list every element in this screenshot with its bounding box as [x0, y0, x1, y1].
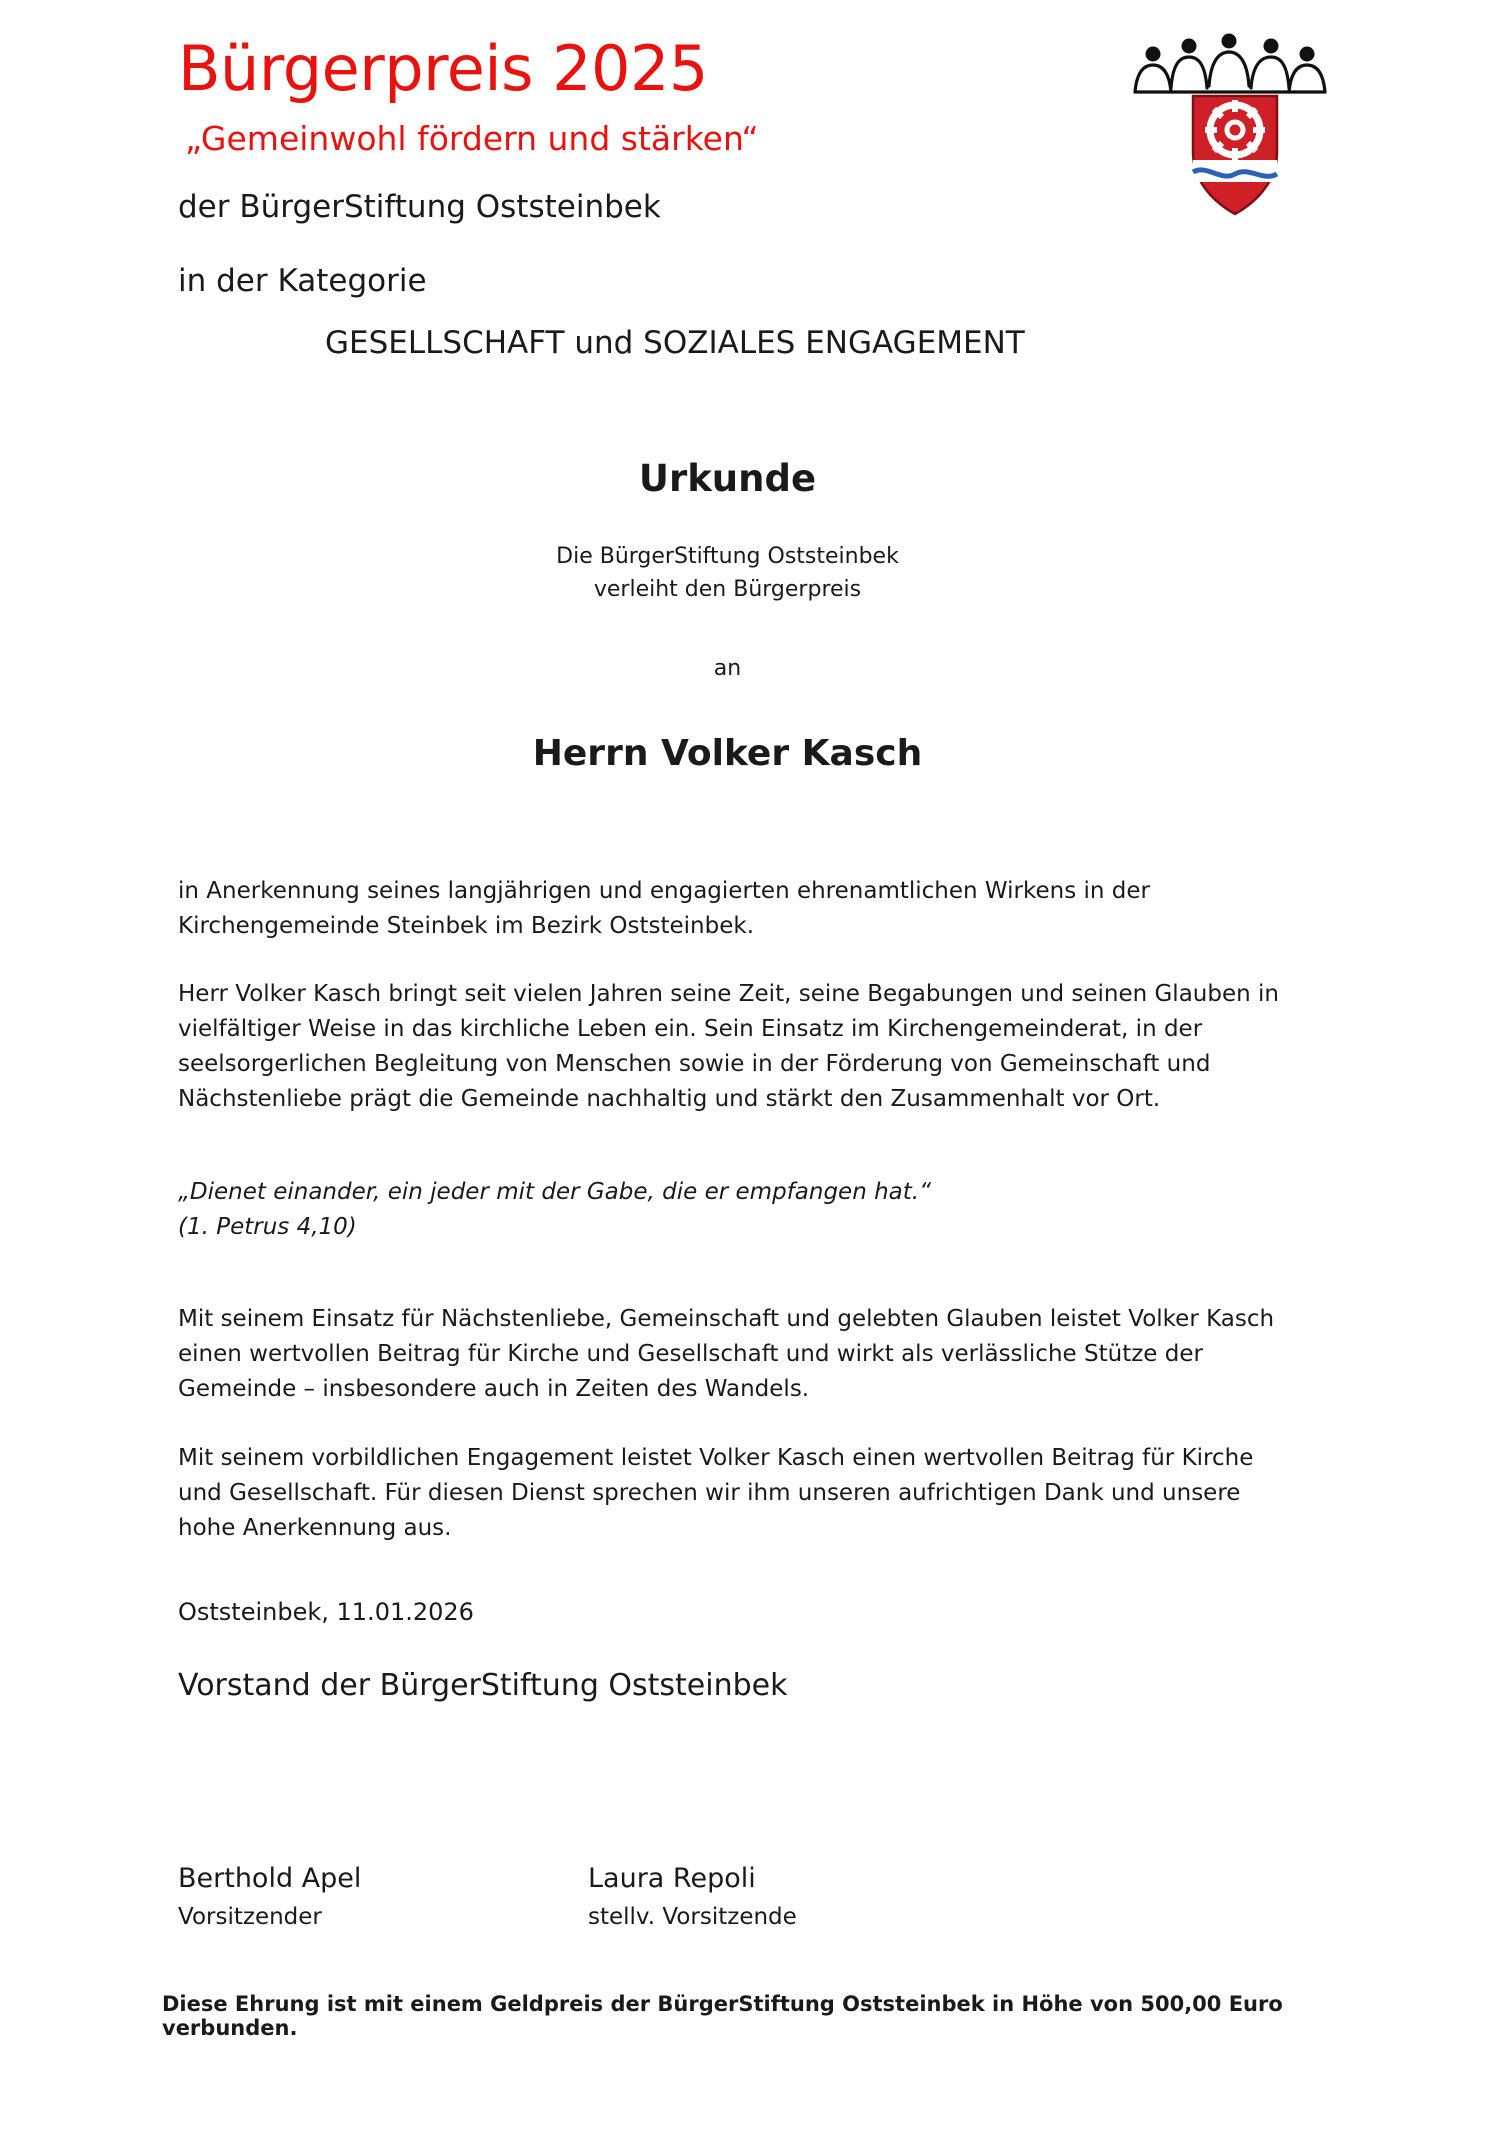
- category-name: GESELLSCHAFT und SOZIALES ENGAGEMENT: [325, 324, 1025, 361]
- document-header: [0, 0, 1500, 361]
- board-line: Vorstand der BürgerStiftung Oststeinbek: [178, 1667, 788, 1703]
- to-word: an: [713, 655, 742, 681]
- signatory-2: [588, 1863, 998, 1930]
- page-title: Bürgerpreis 2025: [178, 32, 708, 105]
- signatory-2-name: Laura Repoli: [588, 1862, 756, 1894]
- bible-quote-reference: (1. Petrus 4,10): [178, 1213, 357, 1240]
- body-paragraph-4: Mit seinem vorbildlichen Engagement leistet Volker Kasch einen wertvollen Beitrag für Kirche und Gesellschaft. Für diesen Dienst sprechen wir ihm unseren aufrichtigen Dank und unsere hohe Anerkennung aus.: [178, 1445, 1254, 1542]
- body-paragraph-1: in Anerkennung seines langjährigen und engagierten ehrenamtlichen Wirkens in der Kirchengemeinde Steinbek im Bezirk Oststeinbek.: [178, 877, 1151, 939]
- prize-note: Diese Ehrung ist mit einem Geldpreis der BürgerStiftung Oststeinbek in Höhe von 500,00 Euro verbunden.: [162, 1991, 1283, 2040]
- awarding-line-2: verleiht den Bürgerpreis: [593, 576, 862, 602]
- category-label: in der Kategorie: [178, 262, 427, 299]
- certificate-body: [162, 874, 1293, 2040]
- signatory-1: [178, 1863, 588, 1930]
- bible-quote: „Dienet einander, ein jeder mit der Gabe, die er empfangen hat.“: [178, 1179, 931, 1206]
- awarding-line-1: Die BürgerStiftung Oststeinbek: [556, 543, 899, 569]
- signatory-1-role: Vorsitzender: [178, 1903, 322, 1930]
- recipient-name: Herrn Volker Kasch: [532, 732, 923, 774]
- body-paragraph-3: Mit seinem Einsatz für Nächstenliebe, Gemeinschaft und gelebten Glauben leistet Volker Kasch einen wertvollen Beitrag für Kirche und Gesellschaft und wirkt als verlässliche Stütze der Gemeinde – insbesondere auch in Zeiten des Wandels.: [178, 1306, 1275, 1403]
- body-paragraph-2: Herr Volker Kasch bringt seit vielen Jahren seine Zeit, seine Begabungen und seinen Glauben in vielfältiger Weise in das kirchliche Leben ein. Sein Einsatz im Kirchengemeinderat, in der seelsorgerlichen Begleitung von Menschen sowie in der Förderung von Gemeinschaft und Nächstenliebe prägt die Gemeinde nachhaltig und stärkt den Zusammenhalt vor Ort.: [178, 981, 1279, 1113]
- page-subtitle: „Gemeinwohl fördern und stärken“: [185, 118, 759, 158]
- signatory-1-name: Berthold Apel: [178, 1862, 362, 1894]
- oststeinbek-coat-of-arms-icon: [1131, 32, 1336, 222]
- certificate-heading: Urkunde: [638, 456, 817, 500]
- signatory-2-role: stellv. Vorsitzende: [588, 1903, 797, 1930]
- place-and-date: Oststeinbek, 11.01.2026: [178, 1597, 474, 1626]
- signature-block: [178, 1863, 1293, 1930]
- organization-line: der BürgerStiftung Oststeinbek: [178, 188, 661, 225]
